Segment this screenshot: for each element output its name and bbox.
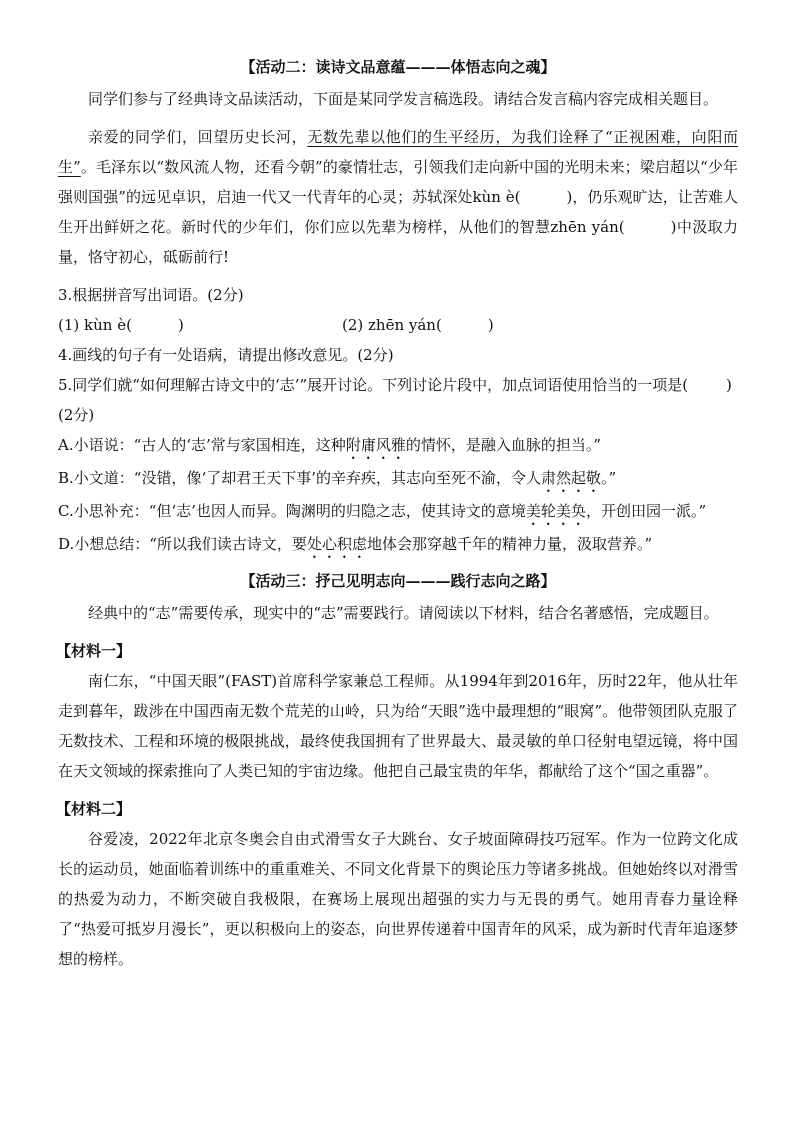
material-1-text: 南仁东，“中国天眼”(FAST)首席科学家兼总工程师。从1994年到2016年，历时22年，他从壮年走到暮年，跋涉在中国西南无数个荒芜的山岭，只为给“天眼”选中最理想的“眼窝”。他带领团队克服了无数技术、工程和环境的极限挑战，最终使我国拥有了世界最大、最灵敏的单口径射电望远镜，将中国在天文领域的探索推向了人类已知的宇宙边缘。他把自己最宝贵的年华，都献给了这个“国之重器”。	[58, 672, 738, 780]
option-d-dotted: 处心积虑	[306, 535, 367, 553]
q3-item-2	[342, 310, 572, 340]
question-4: 4.画线的句子有一处语病，请提出修改意见。(2分)	[58, 346, 394, 364]
worksheet-page	[58, 48, 738, 982]
option-c-tail: ，开创田园一派。”	[585, 502, 707, 520]
option-a-tail: 的情怀，是融入血脉的担当。”	[405, 436, 601, 454]
option-c[interactable]	[58, 496, 738, 529]
option-b-tail: 。”	[601, 469, 617, 487]
option-d-tail: 地体会那穿越千年的精神力量，汲取营养。”	[366, 535, 653, 553]
question-3: 3.根据拼音写出词语。(2分)	[58, 286, 244, 304]
activity2-title: 【活动二：读诗文品意蕴———体悟志向之魂】	[240, 58, 556, 76]
q3-item-1	[58, 310, 288, 340]
option-a[interactable]	[58, 430, 738, 463]
q3-item-2-close: )	[487, 316, 494, 334]
option-a-text: A.小语说：“古人的‘志’常与家国相连，这种	[58, 436, 346, 454]
question-5	[58, 370, 738, 430]
material-2-label: 【材料二】	[56, 800, 132, 818]
question-5-end: )(2分)	[58, 376, 732, 424]
q3-item-1-close: )	[177, 316, 184, 334]
option-c-dotted: 美轮美奂	[525, 502, 586, 520]
option-d-text: D.小想总结：“所以我们读古诗文，要	[58, 535, 307, 553]
option-c-text: C.小思补充：“但‘志’也因人而异。陶渊明的归隐之志，使其诗文的意境	[58, 502, 526, 520]
q3-item-2-label: (2) zhēn yán(	[342, 316, 442, 334]
option-b-text: B.小文道：“没错，像‘了却君王天下事’的辛弃疾，其志向至死不渝，令人	[58, 469, 541, 487]
option-d[interactable]	[58, 529, 738, 562]
activity2-intro: 同学们参与了经典诗文品读活动，下面是某同学发言稿选段。请结合发言稿内容完成相关题目。	[88, 90, 719, 108]
option-b[interactable]	[58, 463, 738, 496]
question-3-blanks	[58, 310, 738, 340]
activity3-title: 【活动三：抒己见明志向———践行志向之路】	[240, 572, 556, 590]
q3-item-1-label: (1) kùn è(	[58, 316, 132, 334]
speech-part-d: )中汲取力量，恪守初心，砥砺前行!	[58, 218, 738, 266]
option-a-dotted: 附庸风雅	[345, 436, 406, 454]
option-b-dotted: 肃然起敬	[541, 469, 602, 487]
activity3-intro: 经典中的“志”需要传承，现实中的“志”需要践行。请阅读以下材料，结合名著感悟，完成题目。	[88, 604, 719, 622]
speech-part-c: )，仍乐观旷达，让苦难人生开出鲜妍之花。新时代的少年们，你们应以先辈为榜样，从他们的智慧zhēn yán(	[58, 188, 738, 236]
underlined-sentence: 无数先辈以他们的生平经历，为我们诠释了“正视困难，向阳而生”	[58, 128, 738, 176]
question-5-text: 5.同学们就“如何理解古诗文中的‘志’”展开讨论。下列讨论片段中，加点词语使用恰当的一项是(	[58, 376, 689, 394]
speech-excerpt	[58, 122, 738, 272]
material-1-label: 【材料一】	[56, 642, 132, 660]
speech-part-a: 亲爱的同学们，回望历史长河，	[88, 128, 308, 146]
material-2-text: 谷爱凌，2022年北京冬奥会自由式滑雪女子大跳台、女子坡面障碍技巧冠军。作为一位跨文化成长的运动员，她面临着训练中的重重难关、不同文化背景下的舆论压力等诸多挑战。但她始终以对滑雪的热爱为动力，不断突破自我极限，在赛场上展现出超强的实力与无畏的勇气。她用青春力量诠释了“热爱可抵岁月漫长”，更以积极向上的姿态，向世界传递着中国青年的风采，成为新时代青年追逐梦想的榜样。	[58, 830, 738, 968]
speech-part-b: 。毛泽东以“数风流人物，还看今朝”的豪情壮志，引领我们走向新中国的光明未来；梁启超以“少年强则国强”的远见卓识，启迪一代又一代青年的心灵；苏轼深处kùn è(	[58, 158, 738, 206]
